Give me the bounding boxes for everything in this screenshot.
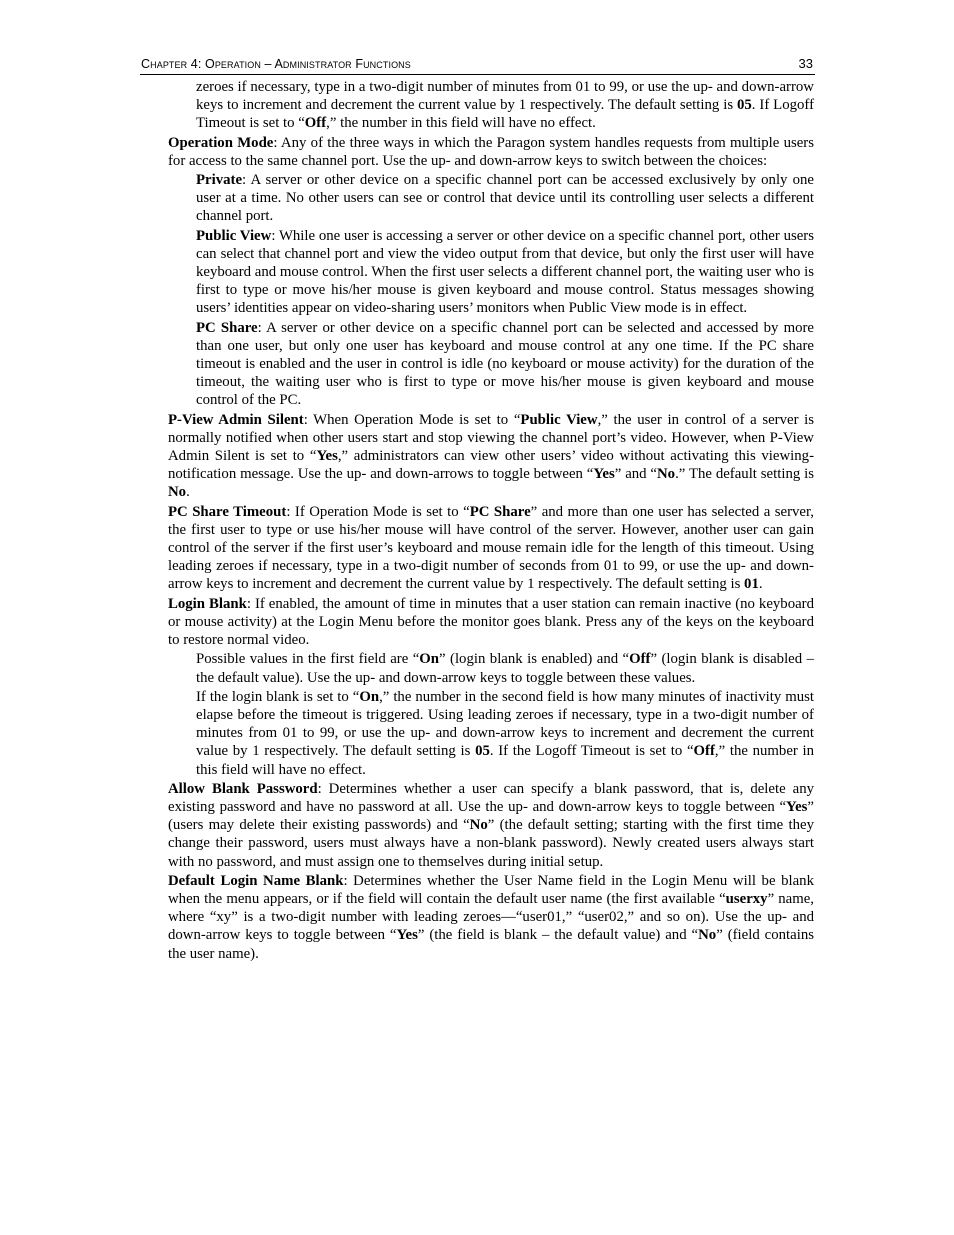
text-run: : A server or other device on a specific channel port can be accessed exclusively by only one user at a time. No other users can see or control that device until its controlling user selects a different channel port. (196, 172, 814, 225)
page-body (168, 78, 814, 964)
text-run: ” (users may delete their existing passwords) and “ (168, 798, 814, 834)
bold-term: Off (693, 743, 715, 760)
chapter-title: Chapter 4: Operation – Administrator Functions (141, 57, 411, 71)
text-run: If the login blank is set to “ (196, 688, 360, 705)
bold-term: No (168, 484, 187, 501)
text-run: ,” the number in this field will have no effect. (326, 115, 596, 132)
bold-term: 01 (744, 576, 759, 593)
bold-term: userxy (725, 890, 768, 907)
text-run: ,” the user in control of a server is normally notified when other users start and stop viewing the channel port’s video. However, when P-View Admin Silent is set to “ (168, 411, 815, 465)
text-run: : Any of the three ways in which the Paragon system handles requests from multiple users for access to the same channel port. Use the up- and down-arrow keys to switch between the choices: (168, 134, 814, 169)
text-run: : While one user is accessing a server or other device on a specific channel port, other users can select that channel port and view the video output from that device, but only the first user will have keyboard and mouse control. When the first user selects a different channel port, the waiting user who is first to type or move his/her mouse is given keyboard and mouse control. Status messages showing users’ identities appear on video-sharing users’ monitors when Public View mode is in effect. (196, 227, 814, 317)
text-run: ,” administrators can view other users’ video without activating this viewing-notification message. Use the up- and down-arrows to toggle between “ (168, 448, 815, 483)
bold-term: Private (196, 172, 243, 189)
text-run: ” (login blank is disabled – the default value). Use the up- and down-arrow keys to toggle between these values. (196, 651, 814, 686)
bold-term: Off (629, 651, 651, 668)
paragraph-p7 (168, 595, 814, 650)
bold-term: Login Blank (168, 595, 247, 612)
paragraph-p1 (168, 134, 814, 170)
text-run: : If enabled, the amount of time in minutes that a user station can remain inactive (no keyboard or mouse activity) at the Login Menu before the monitor goes blank. Press any of the keys on the keyboard to restore normal video. (168, 595, 814, 649)
text-run: ” (the field is blank – the default value) and “ (417, 927, 699, 944)
bold-term: Yes (316, 448, 338, 465)
bold-term: PC Share (196, 319, 258, 336)
bold-term: Yes (396, 927, 418, 944)
paragraph-p10 (168, 780, 814, 871)
text-run: : A server or other device on a specific channel port can be selected and accessed by more than one user, but only one user has keyboard and mouse control at any one time. If the PC share timeout is enabled and the user in control is idle (no keyboard or mouse activity) for the duration of the timeout, the waiting user who is first to type or move his/her mouse is given keyboard and mouse control of the PC. (196, 319, 814, 409)
text-run: . (186, 484, 190, 501)
bold-term: No (698, 927, 717, 944)
text-run: ,” the number in the second field is how many minutes of inactivity must elapse before the timeout is triggered. Using leading zeroes if necessary, type in a two-digit number of minutes from 01 to 99, or use the up- and down-arrow keys to increment and decrement the current value by 1 respectively. The default setting is (196, 688, 814, 760)
text-run: Possible values in the first field are “ (196, 651, 420, 668)
paragraph-p5 (168, 411, 814, 502)
page-number: 33 (798, 56, 813, 71)
text-run: .” The default setting is (675, 466, 814, 483)
bold-term: Yes (593, 466, 615, 483)
bold-term: PC Share Timeout (168, 503, 287, 520)
bold-term: No (469, 817, 488, 834)
bold-term: Off (304, 115, 327, 132)
bold-term: Yes (786, 798, 808, 815)
text-run: ” and more than one user has selected a server, the first user to type or use his/her mouse will have control of the server. However, another user can gain control of the server if the first user’s keyboard and mouse remain idle for the length of this timeout. Using leading zeroes if necessary, type in a two-digit number of seconds from 01 to 99, or use the up- and down-arrow keys to increment and decrement the current value by 1 respectively. The default setting is (168, 503, 814, 593)
bold-term: Public View (520, 411, 598, 428)
text-run: ,” the number in this field will have no effect. (196, 743, 815, 778)
paragraph-p3 (196, 227, 814, 318)
paragraph-p2 (196, 171, 814, 226)
text-run: . If the Logoff Timeout is set to “ (489, 743, 694, 760)
bold-term: Public View (196, 227, 272, 244)
paragraph-p6 (168, 503, 814, 594)
bold-term: On (419, 651, 440, 668)
bold-term: No (657, 466, 676, 483)
text-run: ” (field contains the user name). (168, 927, 814, 962)
page-header (140, 56, 815, 75)
text-run: : Determines whether the User Name field in the Login Menu will be blank when the menu appears, or if the field will contain the default user name (the first available “ (168, 872, 814, 907)
text-run: ” and “ (614, 466, 657, 483)
bold-term: 05 (475, 743, 490, 760)
text-run: ” (the default setting; starting with the first time they change their password, users must always have a non-blank password). Newly created users always start with no password, and must assign one to themselves during initial setup. (168, 817, 814, 870)
text-run: : If Operation Mode is set to “ (286, 503, 470, 520)
text-run: : When Operation Mode is set to “ (303, 411, 521, 428)
bold-term: 05 (737, 97, 752, 114)
text-run: . (758, 576, 763, 593)
bold-term: Operation Mode (168, 134, 274, 151)
bold-term: On (359, 688, 380, 705)
text-run: zeroes if necessary, type in a two-digit number of minutes from 01 to 99, or use the up- and down-arrow keys to increment and decrement the current value by 1 respectively. The default setting is (196, 79, 814, 114)
bold-term: Default Login Name Blank (168, 872, 344, 889)
text-run: ” (login blank is enabled) and “ (439, 651, 630, 668)
text-run: : Determines whether a user can specify a blank password, that is, delete any existing password and have no password at all. Use the up- and down-arrow keys to toggle between “ (168, 780, 814, 815)
bold-term: Allow Blank Password (168, 780, 318, 797)
paragraph-p8 (196, 650, 814, 686)
paragraph-p0 (196, 78, 814, 133)
paragraph-p11 (168, 872, 814, 963)
text-run: . If Logoff Timeout is set to “ (196, 97, 814, 132)
paragraph-p4 (196, 319, 814, 410)
paragraph-p9 (196, 688, 814, 779)
text-run: ” name, where “xy” is a two-digit number with leading zeroes—“user01,” “user02,” and so on). Use the up- and down-arrow keys to toggle between “ (168, 890, 814, 944)
bold-term: PC Share (469, 503, 531, 520)
bold-term: P-View Admin Silent (168, 411, 304, 428)
